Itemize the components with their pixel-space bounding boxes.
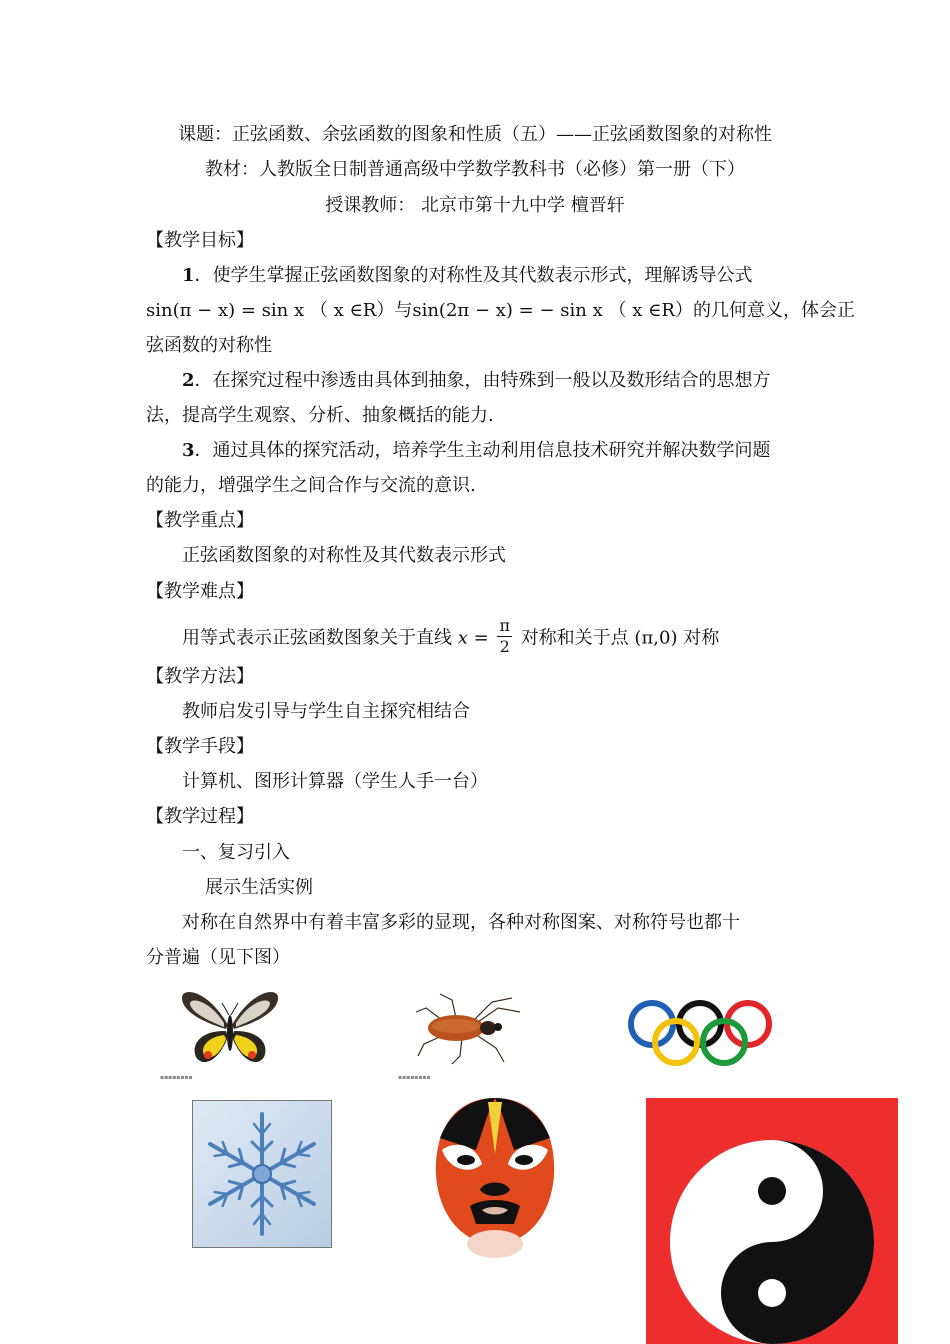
goal-3-text: ．通过具体的探究活动，培养学生主动利用信息技术研究并解决数学问题 bbox=[194, 440, 771, 461]
textbook-line: 教材：人教版全日制普通高级中学数学教科书（必修）第一册（下） bbox=[205, 159, 745, 180]
goals-heading: 【教学目标】 bbox=[146, 230, 254, 251]
formula-sin-pi-minus-x: sin(π − x) = sin x bbox=[146, 300, 305, 321]
goal-2-line-1 bbox=[182, 369, 771, 393]
section-review: 一、复习引入 bbox=[182, 842, 290, 863]
olympic-rings-image bbox=[625, 996, 775, 1070]
goal-1-formula-line bbox=[146, 299, 855, 323]
difficulties-text-a: 用等式表示正弦函数图象关于直线 bbox=[182, 627, 452, 649]
process-heading: 【教学过程】 bbox=[146, 806, 254, 827]
fraction-pi-over-2 bbox=[497, 616, 512, 657]
fraction-denominator: 2 bbox=[499, 637, 510, 656]
methods-heading: 【教学方法】 bbox=[146, 666, 254, 687]
snowflake-image bbox=[192, 1100, 332, 1248]
butterfly-caption: ▪▪▪▪▪▪▪▪ bbox=[160, 1074, 193, 1081]
lesson-title: 课题：正弦函数、余弦函数的图象和性质（五）——正弦函数图象的对称性 bbox=[178, 124, 772, 145]
beetle-caption: ▪▪▪▪▪▪▪▪ bbox=[398, 1074, 431, 1081]
goal-3-number: 3 bbox=[182, 440, 195, 461]
means-text: 计算机、图形计算器（学生人手一台） bbox=[182, 771, 488, 792]
key-points-text: 正弦函数图象的对称性及其代数表示形式 bbox=[182, 545, 506, 566]
difficulties-text-c: 对称 bbox=[683, 627, 720, 649]
yin-yang-image bbox=[646, 1098, 898, 1344]
butterfly-left-wings bbox=[182, 992, 228, 1062]
condition-a: （ x ∈R）与 bbox=[309, 300, 413, 321]
fraction-numerator: π bbox=[499, 616, 510, 635]
subsection-examples: 展示生活实例 bbox=[205, 877, 313, 898]
opera-mask-image bbox=[432, 1094, 558, 1264]
equation-lhs: x = bbox=[457, 627, 489, 649]
goal-2-number: 2 bbox=[182, 370, 195, 391]
butterfly-right-wings bbox=[232, 992, 278, 1062]
goal-2-text: ．在探究过程中渗透由具体到抽象，由特殊到一般以及数形结合的思想方 bbox=[194, 370, 771, 391]
goal-1-line-1 bbox=[182, 264, 753, 288]
condition-b: （ x ∈R）的几何意义，体会正 bbox=[608, 300, 855, 321]
difficulties-heading: 【教学难点】 bbox=[146, 581, 254, 602]
formula-sin-2pi-minus-x: sin(2π − x) = − sin x bbox=[412, 300, 603, 321]
beetle-image bbox=[412, 990, 522, 1070]
methods-text: 教师启发引导与学生自主探究相结合 bbox=[182, 701, 470, 722]
goal-1-text: ．使学生掌握正弦函数图象的对称性及其代数表示形式，理解诱导公式 bbox=[194, 265, 753, 286]
goal-3-line-1 bbox=[182, 439, 771, 463]
means-heading: 【教学手段】 bbox=[146, 736, 254, 757]
butterfly-image bbox=[178, 985, 282, 1071]
goal-1-number: 1 bbox=[182, 265, 195, 286]
key-points-heading: 【教学重点】 bbox=[146, 510, 254, 531]
process-para-line-2: 分普遍（见下图） bbox=[146, 947, 290, 968]
difficulties-text bbox=[182, 618, 719, 659]
goal-3-line-2: 的能力，增强学生之间合作与交流的意识. bbox=[146, 475, 476, 496]
goal-1-line-3: 弦函数的对称性 bbox=[146, 335, 272, 356]
process-para-line-1: 对称在自然界中有着丰富多彩的显现，各种对称图案、对称符号也都十 bbox=[182, 912, 740, 933]
goal-2-line-2: 法，提高学生观察、分析、抽象概括的能力. bbox=[146, 405, 494, 426]
yin-yang-symbol bbox=[670, 1140, 874, 1344]
point-pi-zero: (π,0) bbox=[634, 627, 678, 649]
teacher-line: 授课教师： 北京市第十九中学 檀晋轩 bbox=[325, 195, 625, 216]
difficulties-text-b: 对称和关于点 bbox=[520, 627, 629, 649]
